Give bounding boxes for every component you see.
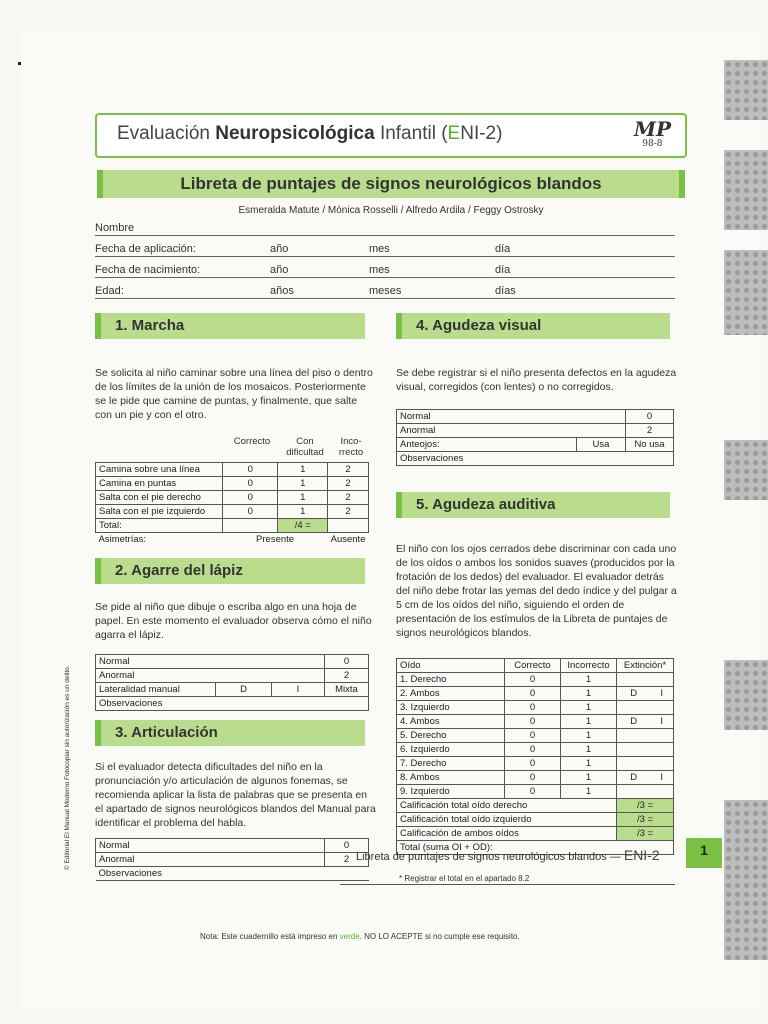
marcha-table (95, 462, 369, 547)
visual-table (396, 409, 674, 466)
table-row: 8. Ambos 0 1 D I (397, 771, 674, 785)
cal-der-input[interactable]: /3 = (617, 799, 674, 813)
footnote: * Registrar el total en el apartado 8.2 (399, 874, 530, 883)
table-row: 4. Ambos 0 1 D I (397, 715, 674, 729)
table-row: 2. Ambos 0 1 D I (397, 687, 674, 701)
asimetrias-row: Asimetrías: Presente Ausente (98, 534, 366, 546)
section-marcha-text: Se solicita al niño caminar sobre una línea del piso o dentro de los límites de la unión de los mosaicos. Posteriormente se le pide que camine de puntas, y finalmente, que salte con un pie y con el otro. (95, 367, 373, 421)
articulacion-table (95, 838, 369, 881)
section-visual-title: 4. Agudeza visual (396, 313, 670, 339)
table-row: Lateralidad manual D I Mixta (96, 683, 369, 697)
table-row[interactable]: Observaciones (96, 697, 369, 711)
header-box (95, 113, 687, 158)
cal-amb-input[interactable]: /3 = (617, 827, 674, 841)
footer-rule (340, 884, 675, 885)
page-title: Evaluación Neuropsicológica Infantil (ENI-2) (117, 123, 503, 144)
section-articulacion-title: 3. Articulación (95, 720, 365, 746)
auditiva-table (396, 658, 674, 855)
cal-izq-input[interactable]: /3 = (617, 813, 674, 827)
table-row: Salta con el pie derecho 0 1 2 (96, 491, 369, 505)
table-row: 5. Derecho 0 1 (397, 729, 674, 743)
table-row: Anteojos: Usa No usa (397, 438, 674, 452)
scan-speck (18, 62, 21, 65)
copyright-notice: © Editorial El Manual Moderno Fotocopiar sin autorización es un delito. (64, 665, 71, 870)
table-row: 6. Izquierdo 0 1 (397, 743, 674, 757)
table-row: Camina sobre una línea 0 1 2 (96, 463, 369, 477)
section-marcha-title: 1. Marcha (95, 313, 365, 339)
edge-tabs (718, 0, 768, 1024)
edge-tab (724, 250, 768, 335)
agarre-table (95, 654, 369, 711)
section-agarre-text: Se pide al niño que dibuje o escriba algo en una hoja de papel. En este momento el evaluador observa cómo el niño agarra el lápiz. (95, 601, 372, 641)
field-fecha-aplicacion[interactable]: Fecha de aplicación: año mes día (95, 239, 675, 257)
footer-title: Libreta de puntajes de signos neurológicos blandos — ENI-2 (356, 847, 660, 863)
field-nombre[interactable]: Nombre (95, 218, 675, 236)
table-row: 3. Izquierdo 0 1 (397, 701, 674, 715)
table-row: 1. Derecho 0 1 (397, 673, 674, 687)
total-row[interactable]: Total (suma OI + OD): (397, 841, 674, 855)
table-row: Anormal 2 (96, 853, 369, 867)
table-header-row: Oído Correcto Incorrecto Extinción* (397, 659, 674, 673)
cal-der-row: Calificación total oído derecho /3 = (397, 799, 674, 813)
publisher-logo: MP 98-8 (633, 117, 671, 149)
table-row: Normal 0 (96, 655, 369, 669)
section-auditiva-text: El niño con los ojos cerrados debe discriminar con cada uno de los oídos o ambos los sonidos suaves (producidos por la frotación de los dedos) del evaluador. El evaluador detrás del niño debe frotar las yemas del dedo índice y del pulgar a 5 cm de los oídos del niño, siguiendo el orden de presentación de los estímulos de la Libreta de puntajes de signos neurológicos blandos. (396, 543, 677, 639)
table-row[interactable]: Observaciones (96, 867, 369, 881)
edge-tab (724, 800, 768, 960)
total-input[interactable]: /4 = (278, 519, 328, 533)
table-row[interactable]: Observaciones (397, 452, 674, 466)
table-row: Anormal 2 (96, 669, 369, 683)
edge-tab (724, 60, 768, 120)
table-row: Normal 0 (397, 410, 674, 424)
cal-amb-row: Calificación de ambos oídos /3 = (397, 827, 674, 841)
total-row: Total: /4 = (96, 519, 369, 533)
page-number: 1 (686, 838, 722, 868)
col-incorrecto: Inco-rrecto (338, 436, 364, 458)
section-agarre-title: 2. Agarre del lápiz (95, 558, 365, 584)
table-row: Anormal 2 (397, 424, 674, 438)
edge-tab (724, 440, 768, 500)
edge-tab (724, 660, 768, 730)
section-articulacion-text: Si el evaluador detecta dificultades del niño en la pronunciación y/o articulación de algunos fonemas, se recomienda aplicar la lista de palabras que se presenta en el apartado de signos neurológicos blandos del Manual para identificar el problema del habla. (95, 761, 376, 829)
print-note: Nota: Este cuadernillo está impreso en verde. NO LO ACEPTE si no cumple ese requisito. (200, 932, 520, 941)
section-auditiva-title: 5. Agudeza auditiva (396, 492, 670, 518)
field-fecha-nacimiento[interactable]: Fecha de nacimiento: año mes día (95, 260, 675, 278)
col-dificultad: Con dificultad (286, 436, 324, 458)
field-edad[interactable]: Edad: años meses días (95, 281, 675, 299)
subtitle: Libreta de puntajes de signos neurológicos blandos (97, 170, 685, 198)
table-row: Normal 0 (96, 839, 369, 853)
table-row: 9. Izquierdo 0 1 (397, 785, 674, 799)
col-correcto: Correcto (233, 436, 271, 447)
cal-izq-row: Calificación total oído izquierdo /3 = (397, 813, 674, 827)
table-row: Camina en puntas 0 1 2 (96, 477, 369, 491)
edge-tab (724, 150, 768, 230)
table-row: 7. Derecho 0 1 (397, 757, 674, 771)
table-row: Salta con el pie izquierdo 0 1 2 (96, 505, 369, 519)
section-visual-text: Se debe registrar si el niño presenta defectos en la agudeza visual, corregidos (con lentes) o no corregidos. (396, 367, 677, 393)
authors: Esmeralda Matute / Mónica Rosselli / Alfredo Ardila / Feggy Ostrosky (238, 205, 544, 216)
